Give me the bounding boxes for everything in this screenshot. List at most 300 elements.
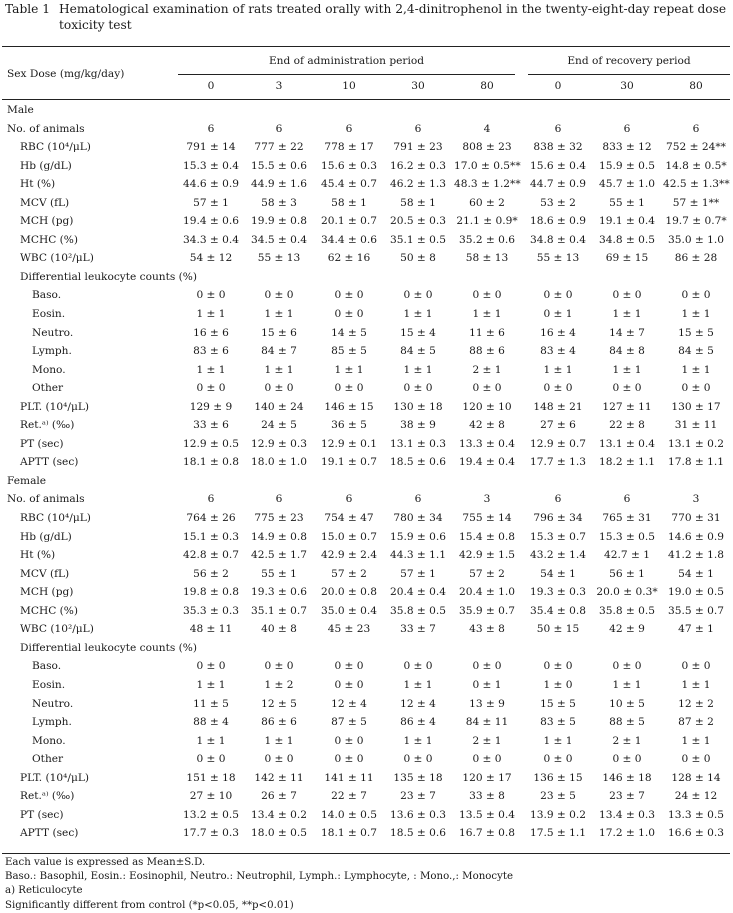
table-cell: 1 ± 1 (196, 734, 226, 747)
row-label: Mono. (32, 734, 66, 747)
table-cell: 0 ± 0 (196, 289, 226, 302)
table-row (2, 824, 730, 843)
table-row (2, 361, 730, 380)
table-cell: 1 ± 1 (264, 363, 294, 376)
table-cell: 0 ± 0 (334, 660, 364, 673)
table-cell: 19.1 ± 0.7 (320, 456, 378, 469)
table-cell: 142 ± 11 (254, 771, 304, 784)
table-row (2, 769, 730, 788)
table-cell: 44.7 ± 0.9 (529, 178, 587, 191)
table-cell: 15.5 ± 0.6 (250, 159, 308, 172)
row-label: MCHC (%) (20, 604, 78, 617)
table-cell: 88 ± 4 (193, 716, 229, 729)
table-cell: 13.9 ± 0.2 (529, 808, 587, 821)
table-cell: 0 ± 0 (334, 289, 364, 302)
table-cell: 791 ± 14 (186, 141, 236, 154)
table-cell: 1 ± 1 (403, 363, 433, 376)
administration-group-rule (178, 74, 515, 75)
table-cell: 55 ± 1 (261, 567, 297, 580)
table-row (2, 157, 730, 176)
table-cell: 23 ± 5 (540, 790, 576, 803)
table-row (2, 509, 730, 528)
table-cell: 833 ± 12 (602, 141, 652, 154)
table-cell: 14.6 ± 0.9 (667, 530, 725, 543)
table-cell: 777 ± 22 (254, 141, 304, 154)
table-cell: 55 ± 13 (257, 252, 301, 265)
table-cell: 58 ± 13 (465, 252, 509, 265)
table-cell: 13.4 ± 0.3 (598, 808, 656, 821)
table-cell: 10 ± 5 (609, 697, 645, 710)
table-cell: 56 ± 2 (193, 567, 229, 580)
table-cell: 14 ± 5 (331, 326, 367, 339)
table-cell: 755 ± 14 (462, 512, 512, 525)
table-cell: 15.9 ± 0.6 (389, 530, 447, 543)
table-cell: 0 ± 0 (612, 382, 642, 395)
table-row (2, 657, 730, 676)
table-cell: 19.4 ± 0.6 (182, 215, 240, 228)
row-label: APTT (sec) (20, 827, 79, 840)
table-cell: 0 ± 0 (264, 289, 294, 302)
table-cell: 34.3 ± 0.4 (182, 233, 240, 246)
table-cell: 48.3 ± 1.2** (454, 178, 521, 191)
table-cell: 148 ± 21 (533, 400, 583, 413)
table-cell: 84 ± 8 (609, 345, 645, 358)
data-table (2, 101, 730, 843)
table-cell: 0 ± 0 (681, 753, 711, 766)
sex-dose-header: Sex Dose (mg/kg/day) (7, 68, 125, 80)
table-cell: 0 ± 0 (681, 382, 711, 395)
table-cell: 1 ± 1 (196, 678, 226, 691)
table-row (2, 286, 730, 305)
footnotes (5, 856, 730, 913)
table-cell: 13.1 ± 0.3 (389, 437, 447, 450)
table-cell: 13.6 ± 0.3 (389, 808, 447, 821)
row-label: WBC (10²/μL) (20, 252, 94, 265)
table-cell: 127 ± 11 (602, 400, 652, 413)
table-cell: 31 ± 11 (674, 419, 718, 432)
table-cell: 18.5 ± 0.6 (389, 827, 447, 840)
table-row (2, 175, 730, 194)
table-cell: 6 (554, 493, 562, 506)
table-cell: 85 ± 5 (331, 345, 367, 358)
table-cell: 19.9 ± 0.8 (250, 215, 308, 228)
table-cell: 19.3 ± 0.3 (529, 586, 587, 599)
table-cell: 17.0 ± 0.5** (454, 159, 521, 172)
table-cell: 86 ± 28 (674, 252, 718, 265)
table-row (2, 583, 730, 602)
row-label: Baso. (32, 660, 62, 673)
table-cell: 0 ± 0 (403, 660, 433, 673)
table-cell: 4 (483, 122, 491, 135)
table-cell: 16.6 ± 0.3 (667, 827, 725, 840)
table-row (2, 676, 730, 695)
table-cell: 780 ± 34 (393, 512, 443, 525)
table-row (2, 324, 730, 343)
table-row (2, 120, 730, 139)
table-cell: 41.2 ± 1.8 (667, 549, 725, 562)
table-cell: 6 (345, 493, 353, 506)
table-cell: 1 ± 1 (403, 308, 433, 321)
recovery-group-rule (528, 74, 730, 75)
table-row (2, 565, 730, 584)
table-row (2, 379, 730, 398)
table-row (2, 750, 730, 769)
table-cell: 1 ± 1 (196, 363, 226, 376)
table-cell: 6 (275, 122, 283, 135)
table-cell: 3 (692, 493, 700, 506)
table-cell: 35.1 ± 0.5 (389, 233, 447, 246)
table-cell: 0 ± 0 (196, 660, 226, 673)
table-cell: 58 ± 3 (261, 196, 297, 209)
table-cell: 50 ± 8 (400, 252, 436, 265)
table-cell: 2 ± 1 (472, 734, 502, 747)
section-header-row (2, 101, 730, 120)
table-cell: 34.8 ± 0.5 (598, 233, 656, 246)
table-cell: 1 ± 1 (612, 363, 642, 376)
row-label: Eosin. (32, 678, 66, 691)
row-label: Female (7, 474, 47, 487)
table-cell: 135 ± 18 (393, 771, 443, 784)
footnote-abbreviations: Baso.: Basophil, Eosin.: Eosinophil, Neutro.: Neutrophil, Lymph.: Lymphocyte, : Mono.,: Monocyte (5, 871, 514, 883)
table-row (2, 435, 730, 454)
table-cell: 45.4 ± 0.7 (320, 178, 378, 191)
table-cell: 42.5 ± 1.3** (663, 178, 730, 191)
table-cell: 33 ± 7 (400, 623, 436, 636)
table-cell: 48 ± 11 (189, 623, 233, 636)
table-row (2, 732, 730, 751)
table-cell: 754 ± 47 (324, 512, 374, 525)
row-label: Neutro. (32, 697, 74, 710)
table-cell: 54 ± 1 (678, 567, 714, 580)
table-cell: 0 ± 0 (334, 753, 364, 766)
table-cell: 0 ± 0 (334, 382, 364, 395)
table-cell: 0 ± 0 (334, 734, 364, 747)
row-label: APTT (sec) (20, 456, 79, 469)
table-cell: 84 ± 5 (678, 345, 714, 358)
table-cell: 38 ± 9 (400, 419, 436, 432)
table-cell: 19.8 ± 0.8 (182, 586, 240, 599)
table-row (2, 194, 730, 213)
table-cell: 1 ± 1 (681, 363, 711, 376)
row-label: Differential leukocyte counts (%) (20, 641, 197, 654)
table-cell: 13.4 ± 0.2 (250, 808, 308, 821)
table-cell: 146 ± 18 (602, 771, 652, 784)
table-cell: 6 (275, 493, 283, 506)
table-cell: 17.7 ± 0.3 (182, 827, 240, 840)
table-cell: 11 ± 5 (193, 697, 229, 710)
table-cell: 1 ± 1 (543, 734, 573, 747)
table-cell: 0 ± 0 (264, 382, 294, 395)
header-rule (2, 99, 730, 100)
table-cell: 0 ± 0 (334, 678, 364, 691)
table-cell: 13 ± 9 (469, 697, 505, 710)
table-row (2, 342, 730, 361)
table-cell: 6 (414, 122, 422, 135)
table-cell: 50 ± 15 (536, 623, 580, 636)
table-cell: 17.2 ± 1.0 (598, 827, 656, 840)
table-cell: 15.6 ± 0.4 (529, 159, 587, 172)
table-cell: 13.5 ± 0.4 (458, 808, 516, 821)
table-cell: 42 ± 8 (469, 419, 505, 432)
table-cell: 42.9 ± 1.5 (458, 549, 516, 562)
table-cell: 6 (623, 122, 631, 135)
table-cell: 808 ± 23 (462, 141, 512, 154)
table-cell: 15 ± 5 (678, 326, 714, 339)
dose-header-cell: 80 (689, 80, 703, 92)
table-cell: 18.0 ± 0.5 (250, 827, 308, 840)
table-cell: 0 ± 0 (472, 382, 502, 395)
table-cell: 84 ± 7 (261, 345, 297, 358)
table-cell: 0 ± 0 (334, 308, 364, 321)
row-label: Ht (%) (20, 549, 56, 562)
table-cell: 19.0 ± 0.5 (667, 586, 725, 599)
table-cell: 19.4 ± 0.4 (458, 456, 516, 469)
table-row (2, 212, 730, 231)
table-cell: 151 ± 18 (186, 771, 236, 784)
row-label: Mono. (32, 363, 66, 376)
dose-header-cell: 0 (207, 80, 215, 92)
row-label: Lymph. (32, 716, 72, 729)
table-row (2, 490, 730, 509)
table-cell: 2 ± 1 (612, 734, 642, 747)
table-cell: 20.4 ± 0.4 (389, 586, 447, 599)
table-cell: 57 ± 1 (400, 567, 436, 580)
table-cell: 16 ± 6 (193, 326, 229, 339)
table-cell: 56 ± 1 (609, 567, 645, 580)
row-label: RBC (10⁴/μL) (20, 512, 91, 525)
table-cell: 87 ± 2 (678, 716, 714, 729)
table-cell: 57 ± 2 (331, 567, 367, 580)
table-cell: 140 ± 24 (254, 400, 304, 413)
table-cell: 12 ± 2 (678, 697, 714, 710)
row-label: Eosin. (32, 308, 66, 321)
table-cell: 0 ± 0 (681, 660, 711, 673)
row-label: MCH (pg) (20, 586, 74, 599)
table-cell: 21.1 ± 0.9* (456, 215, 518, 228)
table-cell: 1 ± 1 (264, 734, 294, 747)
table-cell: 13.1 ± 0.2 (667, 437, 725, 450)
table-cell: 54 ± 1 (540, 567, 576, 580)
table-cell: 778 ± 17 (324, 141, 374, 154)
table-cell: 146 ± 15 (324, 400, 374, 413)
table-cell: 1 ± 1 (681, 678, 711, 691)
row-label: PT (sec) (20, 437, 64, 450)
row-label: Male (7, 104, 34, 116)
table-cell: 55 ± 1 (609, 196, 645, 209)
table-cell: 15 ± 4 (400, 326, 436, 339)
table-cell: 3 (483, 493, 491, 506)
table-cell: 141 ± 11 (324, 771, 374, 784)
table-cell: 13.1 ± 0.4 (598, 437, 656, 450)
administration-period-header: End of administration period (268, 55, 425, 67)
table-cell: 16 ± 4 (540, 326, 576, 339)
table-cell: 22 ± 8 (609, 419, 645, 432)
table-row (2, 806, 730, 825)
table-cell: 15.3 ± 0.4 (182, 159, 240, 172)
table-cell: 752 ± 24** (666, 141, 726, 154)
table-cell: 0 ± 0 (612, 753, 642, 766)
table-row (2, 416, 730, 435)
table-cell: 1 ± 1 (612, 678, 642, 691)
table-cell: 1 ± 1 (196, 308, 226, 321)
table-cell: 0 ± 0 (543, 289, 573, 302)
table-cell: 6 (207, 493, 215, 506)
table-cell: 18.6 ± 0.9 (529, 215, 587, 228)
footnote-significance: Significantly different from control (*p<0.05, **p<0.01) (5, 899, 294, 911)
table-cell: 129 ± 9 (189, 400, 233, 413)
table-cell: 12.9 ± 0.1 (320, 437, 378, 450)
table-cell: 0 ± 0 (472, 660, 502, 673)
section-header-row (2, 472, 730, 491)
top-rule (2, 46, 730, 47)
table-cell: 55 ± 13 (536, 252, 580, 265)
table-cell: 86 ± 4 (400, 716, 436, 729)
table-cell: 6 (554, 122, 562, 135)
table-cell: 27 ± 6 (540, 419, 576, 432)
table-cell: 83 ± 5 (540, 716, 576, 729)
table-cell: 60 ± 2 (469, 196, 505, 209)
table-cell: 6 (692, 122, 700, 135)
table-cell: 42.7 ± 1 (604, 549, 650, 562)
table-cell: 19.3 ± 0.6 (250, 586, 308, 599)
table-cell: 88 ± 5 (609, 716, 645, 729)
table-cell: 35.8 ± 0.5 (598, 604, 656, 617)
row-label: MCH (pg) (20, 215, 74, 228)
row-label: Lymph. (32, 345, 72, 358)
table-cell: 2 ± 1 (472, 363, 502, 376)
bottom-rule (2, 853, 730, 854)
table-cell: 44.9 ± 1.6 (250, 178, 308, 191)
table-row (2, 695, 730, 714)
recovery-period-header: End of recovery period (567, 55, 691, 67)
table-cell: 6 (623, 493, 631, 506)
table-cell: 84 ± 11 (465, 716, 509, 729)
table-cell: 44.6 ± 0.9 (182, 178, 240, 191)
table-cell: 838 ± 32 (533, 141, 583, 154)
row-label: Other (32, 382, 64, 395)
table-cell: 14.8 ± 0.5* (665, 159, 727, 172)
row-label: WBC (10²/μL) (20, 623, 94, 636)
table-cell: 35.2 ± 0.6 (458, 233, 516, 246)
table-cell: 0 ± 0 (472, 753, 502, 766)
table-cell: 17.5 ± 1.1 (529, 827, 587, 840)
table-cell: 12 ± 4 (331, 697, 367, 710)
table-cell: 34.8 ± 0.4 (529, 233, 587, 246)
table-cell: 0 ± 0 (543, 753, 573, 766)
table-cell: 0 ± 1 (472, 678, 502, 691)
table-cell: 15.1 ± 0.3 (182, 530, 240, 543)
table-cell: 47 ± 1 (678, 623, 714, 636)
table-cell: 128 ± 14 (671, 771, 721, 784)
table-cell: 42.8 ± 0.7 (182, 549, 240, 562)
dose-header-cell: 0 (554, 80, 562, 92)
table-cell: 35.4 ± 0.8 (529, 604, 587, 617)
table-cell: 13.3 ± 0.4 (458, 437, 516, 450)
table-cell: 15.3 ± 0.5 (598, 530, 656, 543)
table-cell: 15.6 ± 0.3 (320, 159, 378, 172)
table-cell: 19.1 ± 0.4 (598, 215, 656, 228)
dose-header-cell: 30 (411, 80, 425, 92)
table-cell: 796 ± 34 (533, 512, 583, 525)
row-label: PT (sec) (20, 808, 64, 821)
dose-header-cell: 3 (275, 80, 283, 92)
table-cell: 54 ± 12 (189, 252, 233, 265)
section-header-row (2, 639, 730, 658)
table-row (2, 713, 730, 732)
table-cell: 42 ± 9 (609, 623, 645, 636)
table-cell: 0 ± 0 (196, 382, 226, 395)
table-row (2, 453, 730, 472)
table-cell: 1 ± 1 (681, 734, 711, 747)
table-cell: 120 ± 10 (462, 400, 512, 413)
table-row (2, 138, 730, 157)
row-label: PLT. (10⁴/μL) (20, 771, 90, 784)
table-cell: 0 ± 0 (543, 382, 573, 395)
table-cell: 130 ± 18 (393, 400, 443, 413)
table-cell: 57 ± 1** (672, 196, 720, 209)
table-title: Hematological examination of rats treated orally with 2,4-dinitrophenol in the twenty-eight-day repeat dose toxicity test (59, 2, 727, 32)
table-row (2, 546, 730, 565)
table-cell: 87 ± 5 (331, 716, 367, 729)
table-cell: 83 ± 6 (193, 345, 229, 358)
section-header-row (2, 268, 730, 287)
table-cell: 0 ± 0 (196, 753, 226, 766)
table-cell: 23 ± 7 (609, 790, 645, 803)
table-cell: 43.2 ± 1.4 (529, 549, 587, 562)
table-cell: 34.4 ± 0.6 (320, 233, 378, 246)
table-cell: 20.1 ± 0.7 (320, 215, 378, 228)
table-cell: 15 ± 5 (540, 697, 576, 710)
table-cell: 16.2 ± 0.3 (389, 159, 447, 172)
table-cell: 57 ± 2 (469, 567, 505, 580)
row-label: Hb (g/dL) (20, 159, 72, 172)
table-cell: 130 ± 17 (671, 400, 721, 413)
table-cell: 0 ± 0 (543, 660, 573, 673)
row-label: Neutro. (32, 326, 74, 339)
table-caption (5, 2, 730, 33)
table-cell: 36 ± 5 (331, 419, 367, 432)
table-cell: 0 ± 0 (403, 753, 433, 766)
table-cell: 18.1 ± 0.7 (320, 827, 378, 840)
table-cell: 22 ± 7 (331, 790, 367, 803)
table-cell: 14.0 ± 0.5 (320, 808, 378, 821)
table-cell: 20.0 ± 0.8 (320, 586, 378, 599)
row-label: Differential leukocyte counts (%) (20, 270, 197, 283)
table-cell: 6 (345, 122, 353, 135)
table-cell: 58 ± 1 (331, 196, 367, 209)
row-label: Baso. (32, 289, 62, 302)
table-cell: 20.4 ± 1.0 (458, 586, 516, 599)
table-cell: 12.9 ± 0.5 (182, 437, 240, 450)
table-cell: 35.8 ± 0.5 (389, 604, 447, 617)
row-label: Other (32, 753, 64, 766)
table-cell: 12 ± 5 (261, 697, 297, 710)
table-cell: 62 ± 16 (327, 252, 371, 265)
table-cell: 1 ± 1 (403, 678, 433, 691)
table-row (2, 528, 730, 547)
table-cell: 12 ± 4 (400, 697, 436, 710)
table-cell: 1 ± 1 (681, 308, 711, 321)
table-cell: 14.9 ± 0.8 (250, 530, 308, 543)
table-cell: 20.0 ± 0.3* (596, 586, 658, 599)
table-cell: 43 ± 8 (469, 623, 505, 636)
table-cell: 0 ± 0 (403, 289, 433, 302)
row-label: Ret.ᵃ⁾ (‰) (20, 419, 75, 432)
row-label: Ht (%) (20, 178, 56, 191)
table-cell: 18.0 ± 1.0 (250, 456, 308, 469)
table-cell: 775 ± 23 (254, 512, 304, 525)
row-label: Hb (g/dL) (20, 530, 72, 543)
